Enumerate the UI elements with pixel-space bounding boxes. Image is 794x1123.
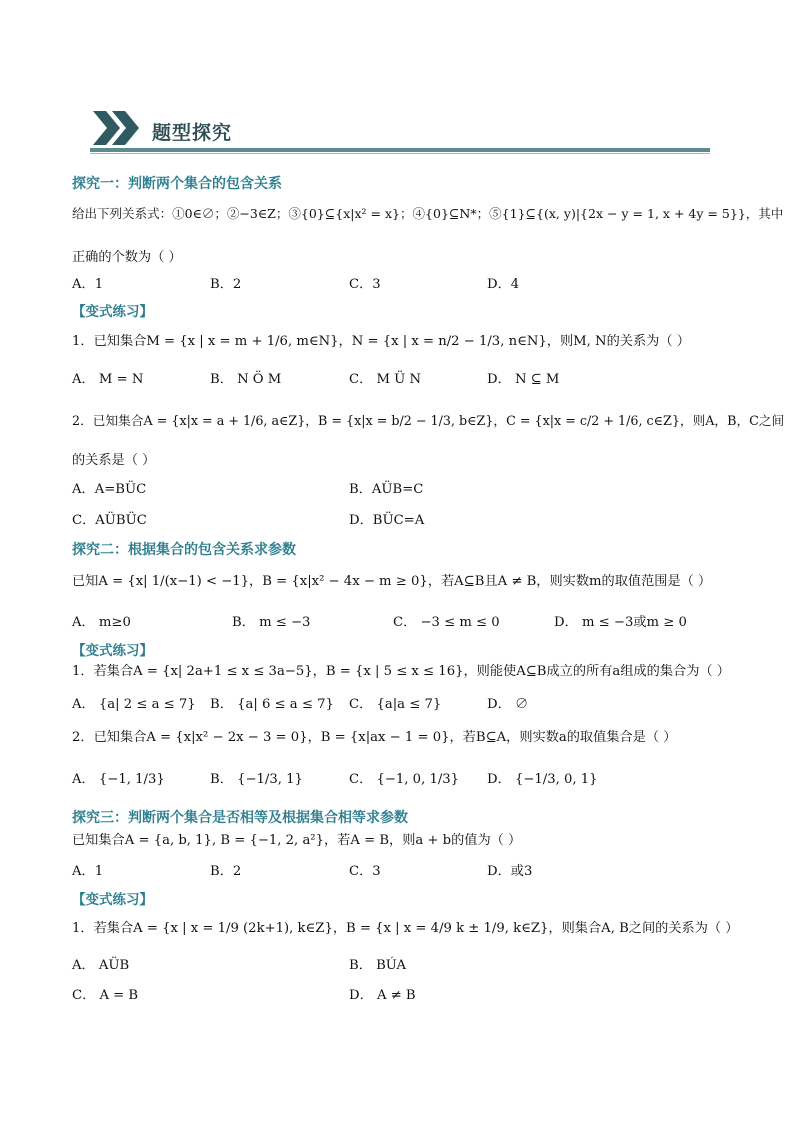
option-a: A．1 bbox=[72, 864, 104, 879]
option-b: B．AÜB=C bbox=[349, 482, 424, 497]
variant-heading: 【变式练习】 bbox=[72, 643, 153, 659]
option-a: A．A=BÜC bbox=[72, 482, 147, 497]
option-c: C．3 bbox=[349, 277, 381, 292]
option-c: C． {a|a ≤ 7} bbox=[349, 697, 442, 712]
question-stem: 已知集合A = {a, b, 1}, B = {−1, 2, a²}，若A = B，则a + b的值为（ ） bbox=[72, 833, 522, 848]
banner-underline bbox=[90, 148, 710, 152]
option-c: C．AÜBÜC bbox=[72, 513, 147, 528]
option-d: D． N ⊆ M bbox=[487, 372, 560, 387]
option-b: B． {a| 6 ≤ a ≤ 7} bbox=[210, 697, 334, 712]
option-d: D． m ≤ −3或m ≥ 0 bbox=[554, 615, 687, 630]
question-stem: 1．若集合A = {x| 2a+1 ≤ x ≤ 3a−5}，B = {x | 5 ≤ x ≤ 16}，则能使A⊆B成立的所有a组成的集合为（ ） bbox=[72, 664, 730, 679]
option-d: D． A ≠ B bbox=[349, 988, 416, 1003]
question-stem: 已知A = {x| 1/(x−1) < −1}，B = {x|x² − 4x − m ≥ 0}，若A⊆B且A ≠ B，则实数m的取值范围是（ ） bbox=[72, 574, 712, 589]
option-c: C．3 bbox=[349, 864, 381, 879]
option-b: B．2 bbox=[210, 864, 242, 879]
question-stem: 给出下列关系式：①0∈∅；②−3∈Z；③{0}⊆{x|x² = x}；④{0}⊆N*；⑤{1}⊆{(x, y)|{2x − y = 1, x + 4y = 5}}，其中 bbox=[72, 206, 784, 221]
option-a: A． {−1, 1/3} bbox=[72, 772, 165, 787]
option-c: C． {−1, 0, 1/3} bbox=[349, 772, 460, 787]
option-b: B． {−1/3, 1} bbox=[210, 772, 303, 787]
section-heading: 探究二：根据集合的包含关系求参数 bbox=[72, 542, 296, 558]
question-stem: 1．若集合A = {x | x = 1/9 (2k+1), k∈Z}，B = {x | x = 4/9 k ± 1/9, k∈Z}，则集合A, B之间的关系为（ ） bbox=[72, 921, 739, 936]
option-a: A． m≥0 bbox=[72, 615, 131, 630]
option-a: A． AÜB bbox=[72, 958, 130, 973]
question-stem: 2．已知集合A = {x|x = a + 1/6, a∈Z}，B = {x|x = b/2 − 1/3, b∈Z}，C = {x|x = c/2 + 1/6, c∈Z}，则A，B，C之间 bbox=[72, 413, 785, 428]
option-b: B．2 bbox=[210, 277, 242, 292]
option-b: B． N Ö M bbox=[210, 372, 282, 387]
option-a: A．1 bbox=[72, 277, 104, 292]
option-c: C． A = B bbox=[72, 988, 139, 1003]
banner-title: 题型探究 bbox=[152, 122, 233, 144]
option-d: D． ∅ bbox=[487, 697, 529, 712]
banner-underline-thin bbox=[90, 153, 710, 154]
section-banner bbox=[90, 108, 710, 156]
option-b: B． BÚA bbox=[349, 958, 406, 973]
option-b: B． m ≤ −3 bbox=[232, 615, 311, 630]
option-c: C． −3 ≤ m ≤ 0 bbox=[393, 615, 500, 630]
option-d: D．或3 bbox=[487, 864, 533, 879]
variant-heading: 【变式练习】 bbox=[72, 892, 153, 908]
question-stem: 1．已知集合M = {x | x = m + 1/6, m∈N}，N = {x | x = n/2 − 1/3, n∈N}，则M, N的关系为（ ） bbox=[72, 334, 690, 349]
option-d: D．BÜC=A bbox=[349, 513, 425, 528]
variant-heading: 【变式练习】 bbox=[72, 304, 153, 320]
option-a: A． M = N bbox=[72, 372, 144, 387]
section-heading: 探究一：判断两个集合的包含关系 bbox=[72, 176, 282, 192]
question-stem: 的关系是（ ） bbox=[72, 453, 156, 468]
section-heading: 探究三：判断两个集合是否相等及根据集合相等求参数 bbox=[72, 810, 408, 826]
option-d: D．4 bbox=[487, 277, 520, 292]
question-stem: 2．已知集合A = {x|x² − 2x − 3 = 0}，B = {x|ax − 1 = 0}，若B⊆A，则实数a的取值集合是（ ） bbox=[72, 730, 677, 745]
option-a: A． {a| 2 ≤ a ≤ 7} bbox=[72, 697, 196, 712]
question-stem: 正确的个数为（ ） bbox=[72, 250, 182, 265]
option-d: D． {−1/3, 0, 1} bbox=[487, 772, 598, 787]
double-chevron-icon bbox=[90, 108, 142, 148]
option-c: C． M Ü N bbox=[349, 372, 422, 387]
